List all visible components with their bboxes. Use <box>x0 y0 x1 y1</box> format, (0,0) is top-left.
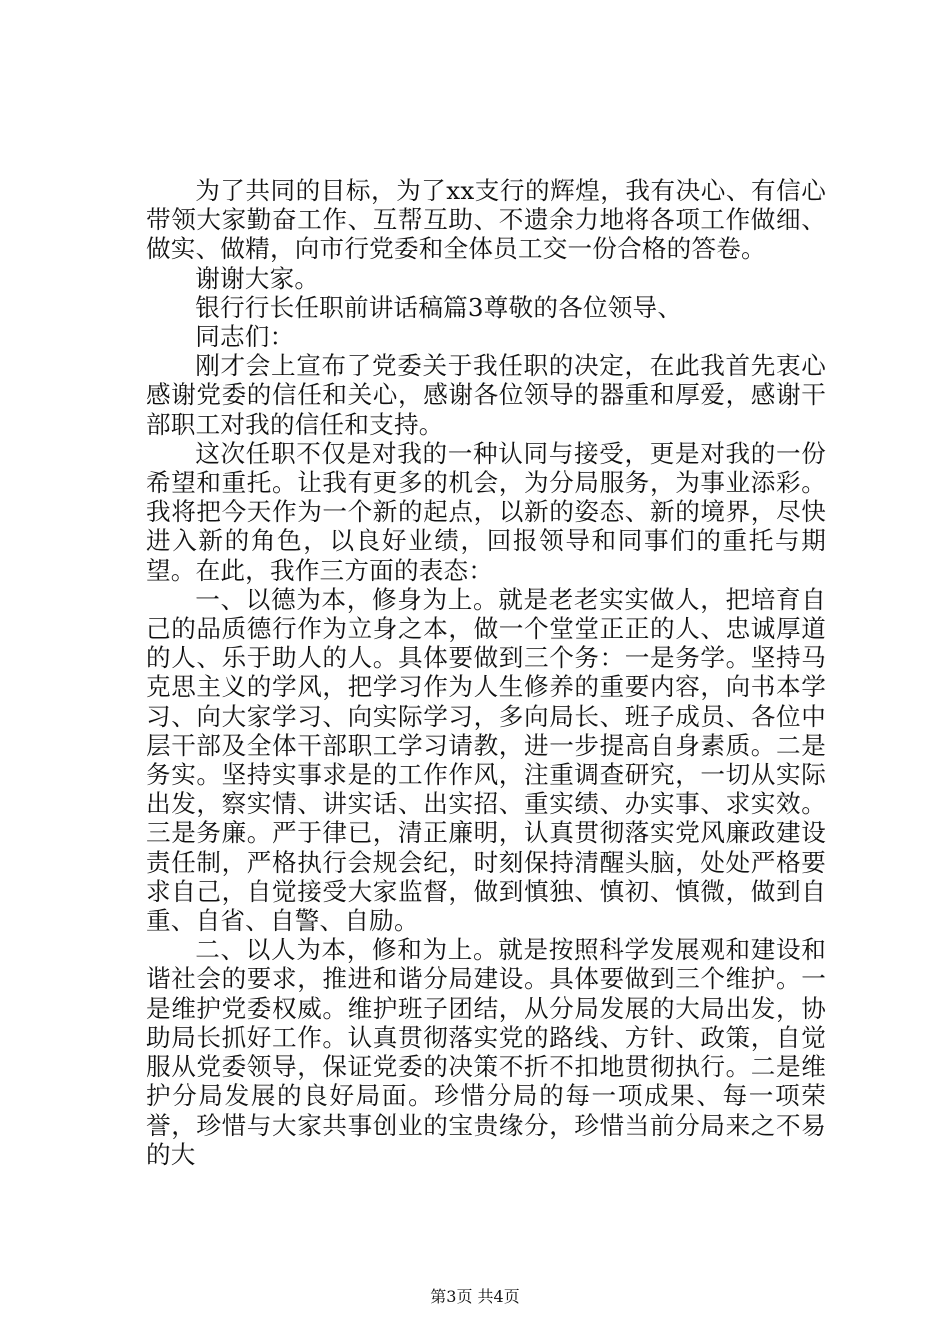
paragraph-gratitude: 刚才会上宣布了党委关于我任职的决定，在此我首先衷心感谢党委的信任和关心，感谢各位领导的器重和厚爱，感谢干部职工对我的信任和支持。 <box>146 351 826 439</box>
paragraph-point-two: 二、以人为本，修和为上。就是按照科学发展观和建设和谐社会的要求，推进和谐分局建设。具体要做到三个维护。一是维护党委权威。维护班子团结，从分局发展的大局出发，协助局长抓好工作。认真贯彻落实党的路线、方针、政策，自觉服从党委领导，保证党委的决策不折不扣地贯彻执行。二是维护分局发展的良好局面。珍惜分局的每一项成果、每一项荣誉，珍惜与大家共事创业的宝贵缘分，珍惜当前分局来之不易的大 <box>146 935 826 1169</box>
paragraph-speech-title: 银行行长任职前讲话稿篇3尊敬的各位领导、 <box>195 292 683 322</box>
paragraph-appointment: 这次任职不仅是对我的一种认同与接受，更是对我的一份希望和重托。让我有更多的机会，为分局服务，为事业添彩。我将把今天作为一个新的起点，以新的姿态、新的境界，尽快进入新的角色，以良好业绩，回报领导和同事们的重托与期望。在此，我作三方面的表态： <box>146 438 826 585</box>
paragraph-salutation: 同志们： <box>195 322 295 352</box>
paragraph-point-one: 一、以德为本，修身为上。就是老老实实做人，把培育自己的品质德行作为立身之本，做一个堂堂正正的人、忠诚厚道的人、乐于助人的人。具体要做到三个务：一是务学。坚持马克思主义的学风，把学习作为人生修养的重要内容，向书本学习、向大家学习、向实际学习，多向局长、班子成员、各位中层干部及全体干部职工学习请教，进一步提高自身素质。二是务实。坚持实事求是的工作作风，注重调查研究，一切从实际出发，察实情、讲实话、出实招、重实绩、办实事、求实效。三是务廉。严于律已，清正廉明，认真贯彻落实党风廉政建设责任制，严格执行会规会纪，时刻保持清醒头脑，处处严格要求自己，自觉接受大家监督，做到慎独、慎初、慎微，做到自重、自省、自警、自励。 <box>146 584 826 936</box>
page-number-footer: 第3页 共4页 <box>430 1287 520 1306</box>
paragraph-thanks: 谢谢大家。 <box>195 263 320 293</box>
document-body <box>146 176 826 1169</box>
paragraph-goal: 为了共同的目标，为了xx支行的辉煌，我有决心、有信心带领大家勤奋工作、互帮互助、不遗余力地将各项工作做细、做实、做精，向市行党委和全体员工交一份合格的答卷。 <box>146 176 826 264</box>
